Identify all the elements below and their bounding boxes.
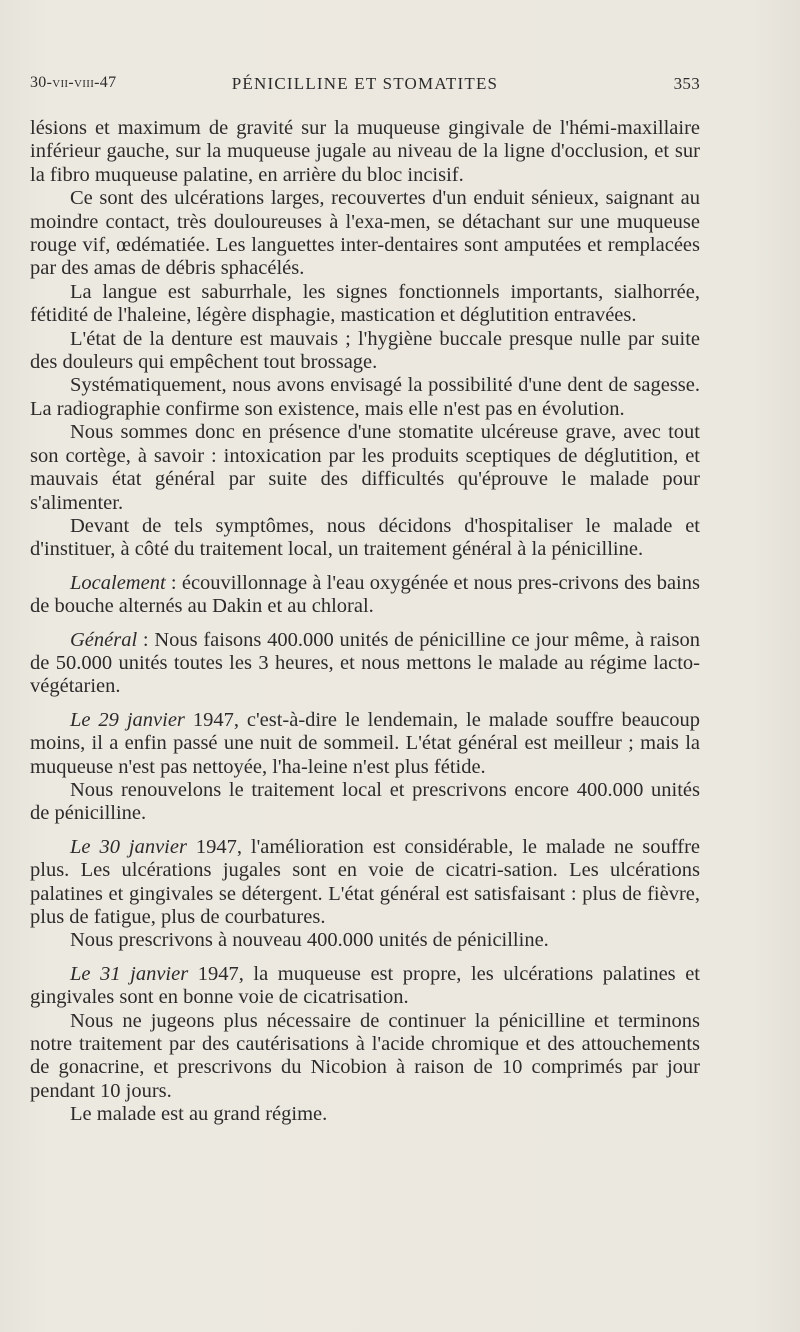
paragraph-regime: Le malade est au grand régime. xyxy=(70,1103,328,1126)
paragraph-general: Général : Nous faisons 400.000 unités de pénicilline ce jour même, à raison de 50.000 unités toutes les 3 heures, et nous mettons le malade au régime lacto-végétarien. xyxy=(30,628,700,698)
paragraph-dent-de-sagesse: Systématiquement, nous avons envisagé la possibilité d'une dent de sagesse. La radiographie confirme son existence, mais elle n'est pas en évolution. xyxy=(30,374,700,420)
paragraph-30-janvier: Le 30 janvier 1947, l'amélioration est considérable, le malade ne souffre plus. Les ulcérations jugales sont en voie de cicatri-sation. Les ulcérations palatines et gingivales se détergent. L'état général est satisfaisant : plus de fièvre, plus de fatigue, plus de courbatures. xyxy=(30,835,700,928)
lead-localement: Localement xyxy=(70,571,166,594)
paragraph-langue: La langue est saburrhale, les signes fonctionnels importants, sialhorrée, fétidité de l'haleine, légère disphagie, mastication et déglutition entravées. xyxy=(30,280,700,327)
paragraph-localement: Localement : écouvillonnage à l'eau oxygénée et nous pres-crivons des bains de bouche alternés au Dakin et au chloral. xyxy=(30,571,700,618)
lead-30-janvier: 30 janvier xyxy=(99,835,187,858)
paragraph-hospitalisation: Devant de tels symptômes, nous décidons d'hospitaliser le malade et d'instituer, à côté du traitement local, un traitement général à la pénicilline. xyxy=(30,514,700,561)
lead-31-janvier: 31 janvier xyxy=(100,962,189,985)
paragraph-ulcerations: Ce sont des ulcérations larges, recouvertes d'un enduit sénieux, saignant au moindre contact, très douloureuses à l'exa-men, se détachant sur une muqueuse rouge vif, œdématiée. Les languettes inter-dentaires sont amputées et remplacées par des amas de débris sphacélés. xyxy=(30,187,700,280)
lead-general: Général xyxy=(70,628,138,651)
paragraph-29-janvier: Le 29 janvier 1947, c'est-à-dire le lendemain, le malade souffre beaucoup moins, il a enfin passé une nuit de sommeil. L'état général est meilleur ; mais la muqueuse n'est pas nettoyée, l'ha-leine n'est plus fétide. xyxy=(30,708,700,778)
paragraph-31-janvier: Le 31 janvier 1947, la muqueuse est propre, les ulcérations palatines et gingivales sont en bonne voie de cicatrisation. xyxy=(30,962,700,1009)
paragraph-stomatite: Nous sommes donc en présence d'une stomatite ulcéreuse grave, avec tout son cortège, à savoir : intoxication par les produits sceptiques de déglutition, et mauvais état général par suite des difficultés qu'éprouve le malade pour s'alimenter. xyxy=(30,421,700,514)
lead-29-janvier: 29 janvier xyxy=(98,708,185,731)
paragraph-fin-traitement: Nous ne jugeons plus nécessaire de continuer la pénicilline et terminons notre traitement par des cautérisations à l'acide chromique et des attouchements de gonacrine, et prescrivons du Nicobion à raison de 10 comprimés par jour pendant 10 jours. xyxy=(30,1009,700,1102)
paragraph-renouvelons: Nous renouvelons le traitement local et prescrivons encore 400.000 unités de pénicilline. xyxy=(30,778,700,825)
body-text xyxy=(30,117,700,1127)
header-date-range: 30-vii-viii-47 xyxy=(30,74,117,91)
paragraph-denture: L'état de la denture est mauvais ; l'hygiène buccale presque nulle par suite des douleurs qui empêchent tout brossage. xyxy=(30,327,700,374)
header-title: PÉNICILLINE ET STOMATITES xyxy=(231,74,499,93)
page-number: 353 xyxy=(673,74,700,93)
paragraph-prescrivons: Nous prescrivons à nouveau 400.000 unités de pénicilline. xyxy=(70,929,549,952)
running-header xyxy=(30,74,700,98)
paragraph-lesions: lésions et maximum de gravité sur la muqueuse gingivale de l'hémi-maxillaire inférieur gauche, sur la muqueuse jugale au niveau de la ligne d'occlusion, et sur la fibro muqueuse palatine, en arrière du bloc incisif. xyxy=(30,117,700,186)
